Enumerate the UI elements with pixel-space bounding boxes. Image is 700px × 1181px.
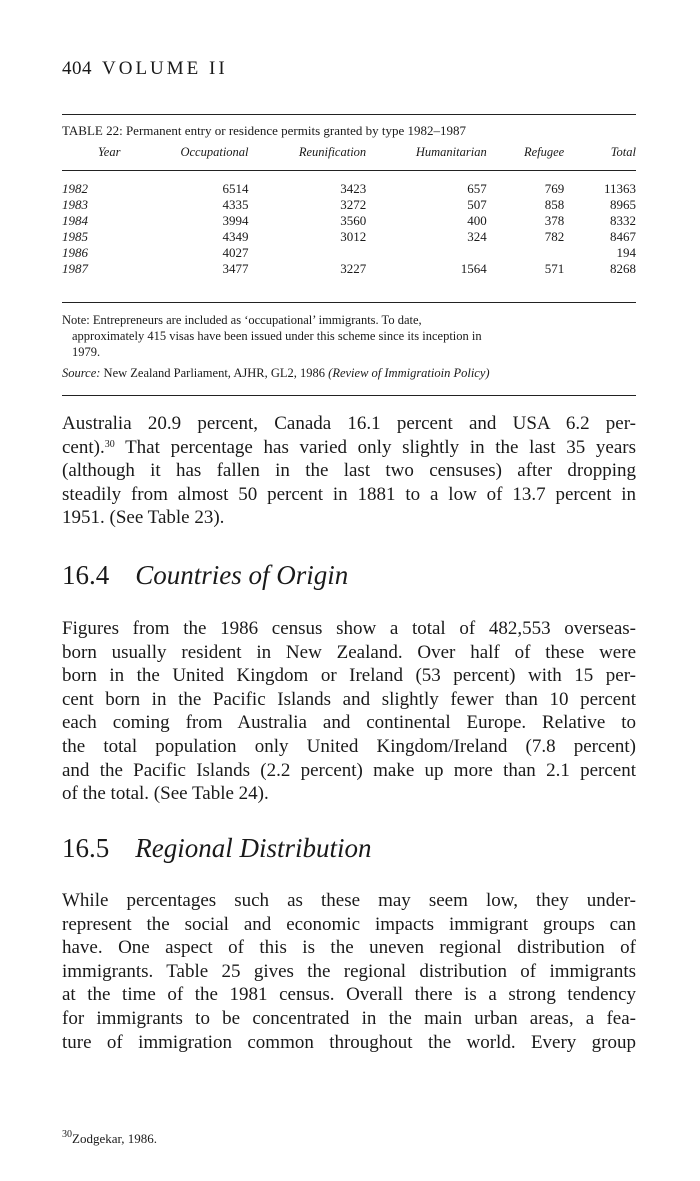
text-line: born usually resident in New Zealand. Over half of these were bbox=[62, 641, 636, 663]
cell-total: 8268 bbox=[610, 261, 636, 276]
cell-year: 1986 bbox=[62, 245, 88, 260]
column-header-total: Total bbox=[610, 145, 636, 159]
table-bottom-rule bbox=[62, 302, 636, 303]
table-body bbox=[62, 181, 636, 277]
cell-occupational: 3477 bbox=[222, 261, 249, 276]
cell-humanitarian: 507 bbox=[467, 197, 487, 212]
table-note bbox=[62, 312, 636, 360]
cell-occupational: 6514 bbox=[222, 181, 249, 196]
section-title: Regional Distribution bbox=[135, 833, 372, 863]
table-note-line: approximately 415 visas have been issued under this scheme since its inception in bbox=[72, 329, 482, 343]
text-line: ture of immigration common throughout the world. Every group bbox=[62, 1031, 636, 1053]
cell-reunification: 3012 bbox=[340, 229, 367, 244]
text-line: for immigrants to be concentrated in the main urban areas, a fea- bbox=[62, 1007, 636, 1029]
text-line: immigrants. Table 25 gives the regional distribution of immigrants bbox=[62, 960, 636, 982]
footnote-ref: 30 bbox=[104, 438, 115, 450]
text-line: and the Pacific Islands (2.2 percent) make up more than 2.1 percent bbox=[62, 759, 636, 781]
text-line bbox=[62, 436, 636, 460]
column-header-reunification: Reunification bbox=[298, 145, 367, 159]
text-line: have. One aspect of this is the uneven regional distribution of bbox=[62, 937, 636, 959]
running-head bbox=[62, 58, 228, 80]
cell-reunification bbox=[249, 245, 367, 261]
text-line: born in the United Kingdom or Ireland (53 percent) with 15 per- bbox=[62, 665, 636, 687]
cell-humanitarian: 324 bbox=[467, 229, 487, 244]
cell-year: 1984 bbox=[62, 213, 88, 228]
section-title: Countries of Origin bbox=[135, 560, 349, 590]
cell-refugee: 782 bbox=[544, 229, 565, 244]
cell-year: 1983 bbox=[62, 197, 88, 212]
text-line: represent the social and economic impacts immigrant groups can bbox=[62, 913, 636, 935]
cell-reunification: 3227 bbox=[340, 261, 367, 276]
cell-refugee: 769 bbox=[544, 181, 565, 196]
section-heading bbox=[62, 560, 348, 591]
cell-total: 194 bbox=[616, 245, 636, 260]
cell-reunification: 3560 bbox=[340, 213, 367, 228]
section-heading bbox=[62, 833, 372, 864]
text-line: steadily from almost 50 percent in 1881 to a low of 13.7 percent in bbox=[62, 483, 636, 505]
cell-humanitarian: 657 bbox=[467, 181, 487, 196]
table-top-rule bbox=[62, 114, 636, 115]
footnote bbox=[62, 1131, 157, 1147]
text-segment: cent). bbox=[62, 436, 105, 458]
cell-year: 1982 bbox=[62, 181, 88, 196]
table-note-line: Note: Entrepreneurs are included as ‘occupational’ immigrants. To date, bbox=[62, 313, 422, 327]
cell-refugee: 858 bbox=[544, 197, 565, 212]
footnote-text: Zodgekar, 1986. bbox=[72, 1131, 158, 1146]
cell-occupational: 4335 bbox=[222, 197, 249, 212]
text-line: While percentages such as these may seem low, they under- bbox=[62, 890, 636, 911]
cell-refugee: 571 bbox=[544, 261, 565, 276]
cell-occupational: 4349 bbox=[222, 229, 249, 244]
table-row bbox=[62, 245, 636, 261]
section-number: 16.4 bbox=[62, 560, 110, 590]
column-header-occupational: Occupational bbox=[180, 145, 249, 159]
text-line: (although it has fallen in the last two censuses) after dropping bbox=[62, 460, 636, 482]
cell-total: 8332 bbox=[610, 213, 636, 228]
cell-total: 8467 bbox=[610, 229, 636, 244]
body-paragraph bbox=[62, 412, 636, 530]
section-number: 16.5 bbox=[62, 833, 110, 863]
cell-reunification: 3423 bbox=[340, 181, 367, 196]
cell-humanitarian bbox=[366, 245, 487, 261]
page-number: 404 bbox=[62, 58, 92, 79]
cell-total: 11363 bbox=[603, 181, 636, 196]
table-source bbox=[62, 365, 636, 381]
cell-refugee: 378 bbox=[544, 213, 565, 228]
table-header-rule bbox=[62, 170, 636, 171]
source-text: New Zealand Parliament, AJHR, GL2, 1986 bbox=[103, 366, 326, 380]
cell-occupational: 4027 bbox=[222, 245, 249, 260]
text-line: Australia 20.9 percent, Canada 16.1 percent and USA 6.2 per- bbox=[62, 413, 636, 434]
text-line: the total population only United Kingdom/Ireland (7.8 percent) bbox=[62, 735, 636, 757]
table-row bbox=[62, 181, 636, 197]
text-line: each coming from Australia and continental Europe. Relative to bbox=[62, 712, 636, 734]
table-row bbox=[62, 197, 636, 213]
table-header bbox=[62, 144, 636, 160]
body-paragraph bbox=[62, 889, 636, 1054]
cell-refugee bbox=[487, 245, 564, 261]
text-segment: That percentage has varied only slightly in the last 35 years bbox=[114, 436, 636, 458]
column-header-refugee: Refugee bbox=[523, 145, 565, 159]
body-paragraph bbox=[62, 617, 636, 806]
source-label: Source: bbox=[62, 366, 101, 380]
table-row bbox=[62, 213, 636, 229]
cell-year: 1987 bbox=[62, 261, 88, 276]
text-line: at the time of the 1981 census. Overall there is a strong tendency bbox=[62, 984, 636, 1006]
cell-total: 8965 bbox=[610, 197, 636, 212]
table-caption: TABLE 22: Permanent entry or residence permits granted by type 1982–1987 bbox=[62, 123, 467, 138]
running-title: VOLUME II bbox=[102, 58, 228, 79]
source-italic: (Review of Immigratioin Policy) bbox=[328, 366, 490, 380]
column-header-year: Year bbox=[98, 145, 121, 159]
text-line: of the total. (See Table 24). bbox=[62, 783, 269, 805]
column-header-humanitarian: Humanitarian bbox=[415, 145, 487, 159]
table-row bbox=[62, 261, 636, 277]
table-row bbox=[62, 229, 636, 245]
cell-occupational: 3994 bbox=[222, 213, 249, 228]
table-end-rule bbox=[62, 395, 636, 396]
cell-reunification: 3272 bbox=[340, 197, 367, 212]
text-line: 1951. (See Table 23). bbox=[62, 507, 225, 529]
text-line: Figures from the 1986 census show a total of 482,553 overseas- bbox=[62, 618, 636, 639]
cell-humanitarian: 1564 bbox=[460, 261, 487, 276]
text-line: cent born in the Pacific Islands and slightly fewer than 10 percent bbox=[62, 688, 636, 710]
cell-year: 1985 bbox=[62, 229, 88, 244]
footnote-marker: 30 bbox=[62, 1129, 72, 1140]
cell-humanitarian: 400 bbox=[467, 213, 487, 228]
table-note-line: 1979. bbox=[72, 345, 101, 359]
